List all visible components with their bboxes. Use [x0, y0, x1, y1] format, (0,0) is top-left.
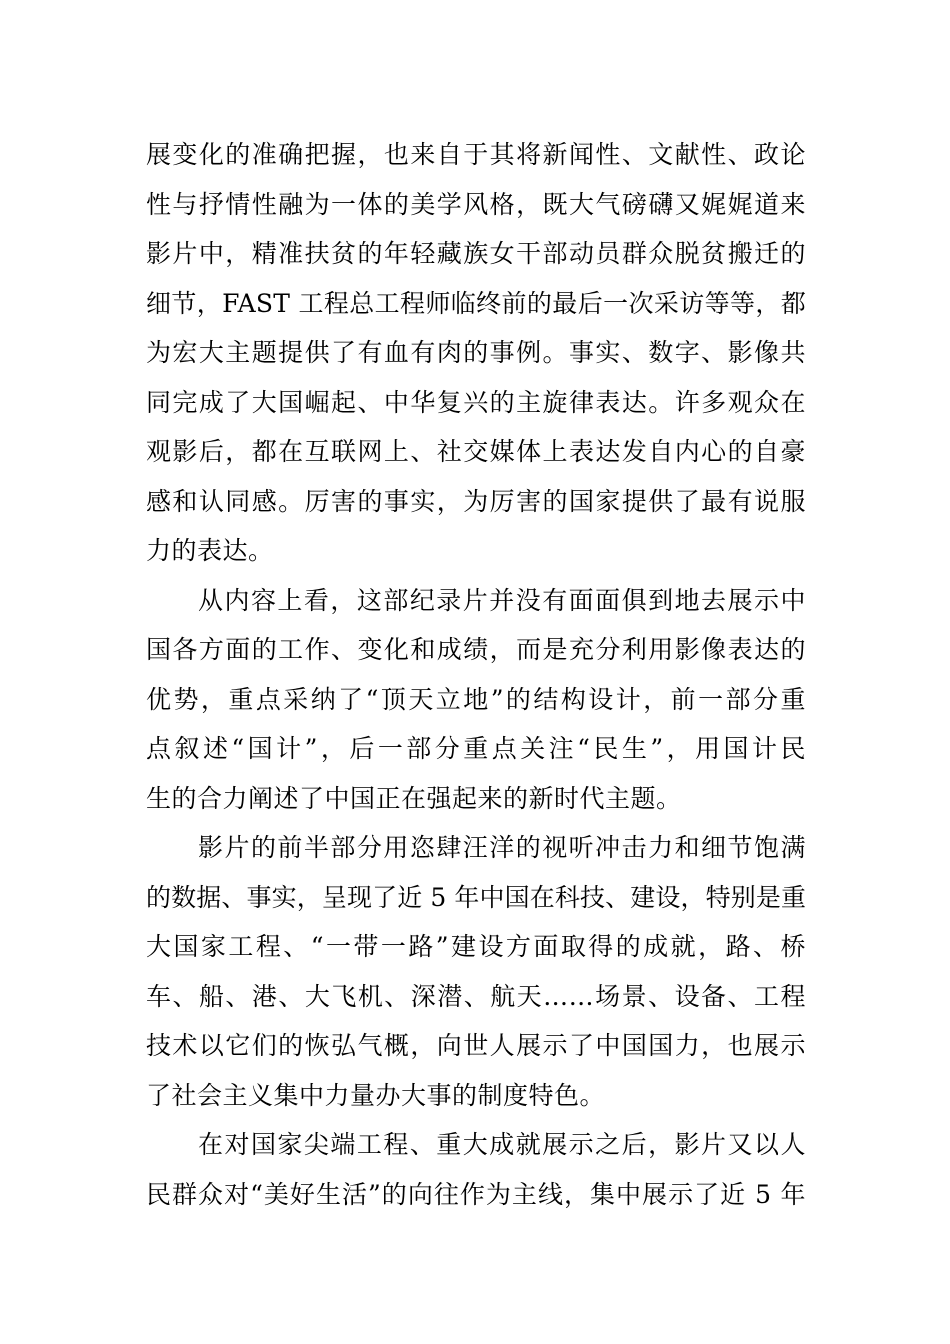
body-line: 生的合力阐述了中国正在强起来的新时代主题。 — [146, 783, 682, 813]
body-line: 观影后，都在互联网上、社交媒体上表达发自内心的自豪 — [146, 437, 806, 466]
body-line: 民群众对“美好生活”的向往作为主线，集中展示了近 5 年 — [146, 1179, 806, 1209]
body-line: 大国家工程、“一带一路”建设方面取得的成就，路、桥 — [146, 932, 806, 961]
body-line: 优势，重点采纳了“顶天立地”的结构设计，前一部分重 — [146, 684, 806, 714]
body-line-indented: 从内容上看，这部纪录片并没有面面俱到地去展示中 — [198, 585, 806, 615]
body-line: 国各方面的工作、变化和成绩，而是充分利用影像表达的 — [146, 635, 806, 664]
body-line: 为宏大主题提供了有血有肉的事例。事实、数字、影像共 — [146, 338, 806, 367]
document-body — [146, 130, 806, 1219]
body-line: 技术以它们的恢弘气概，向世人展示了中国国力，也展示 — [146, 1031, 806, 1060]
body-line: 感和认同感。厉害的事实，为厉害的国家提供了最有说服 — [146, 486, 806, 516]
body-line-indented: 影片的前半部分用恣肆汪洋的视听冲击力和细节饱满 — [198, 833, 806, 862]
body-line: 的数据、事实，呈现了近 5 年中国在科技、建设，特别是重 — [146, 882, 806, 912]
body-line: 展变化的准确把握，也来自于其将新闻性、文献性、政论 — [146, 140, 806, 169]
body-line: 影片中，精准扶贫的年轻藏族女干部动员群众脱贫搬迁的 — [146, 239, 806, 268]
body-line: 点叙述“国计”，后一部分重点关注“民生”，用国计民 — [146, 734, 806, 763]
body-line: 同完成了大国崛起、中华复兴的主旋律表达。许多观众在 — [146, 387, 806, 417]
body-line: 了社会主义集中力量办大事的制度特色。 — [146, 1080, 606, 1110]
body-line: 车、船、港、大飞机、深潜、航天……场景、设备、工程 — [146, 981, 806, 1011]
body-line-indented: 在对国家尖端工程、重大成就展示之后，影片又以人 — [198, 1130, 806, 1159]
body-line: 细节，FAST 工程总工程师临终前的最后一次采访等等，都 — [146, 288, 806, 318]
body-line: 性与抒情性融为一体的美学风格，既大气磅礴又娓娓道来 — [146, 189, 806, 219]
body-line: 力的表达。 — [146, 536, 274, 565]
